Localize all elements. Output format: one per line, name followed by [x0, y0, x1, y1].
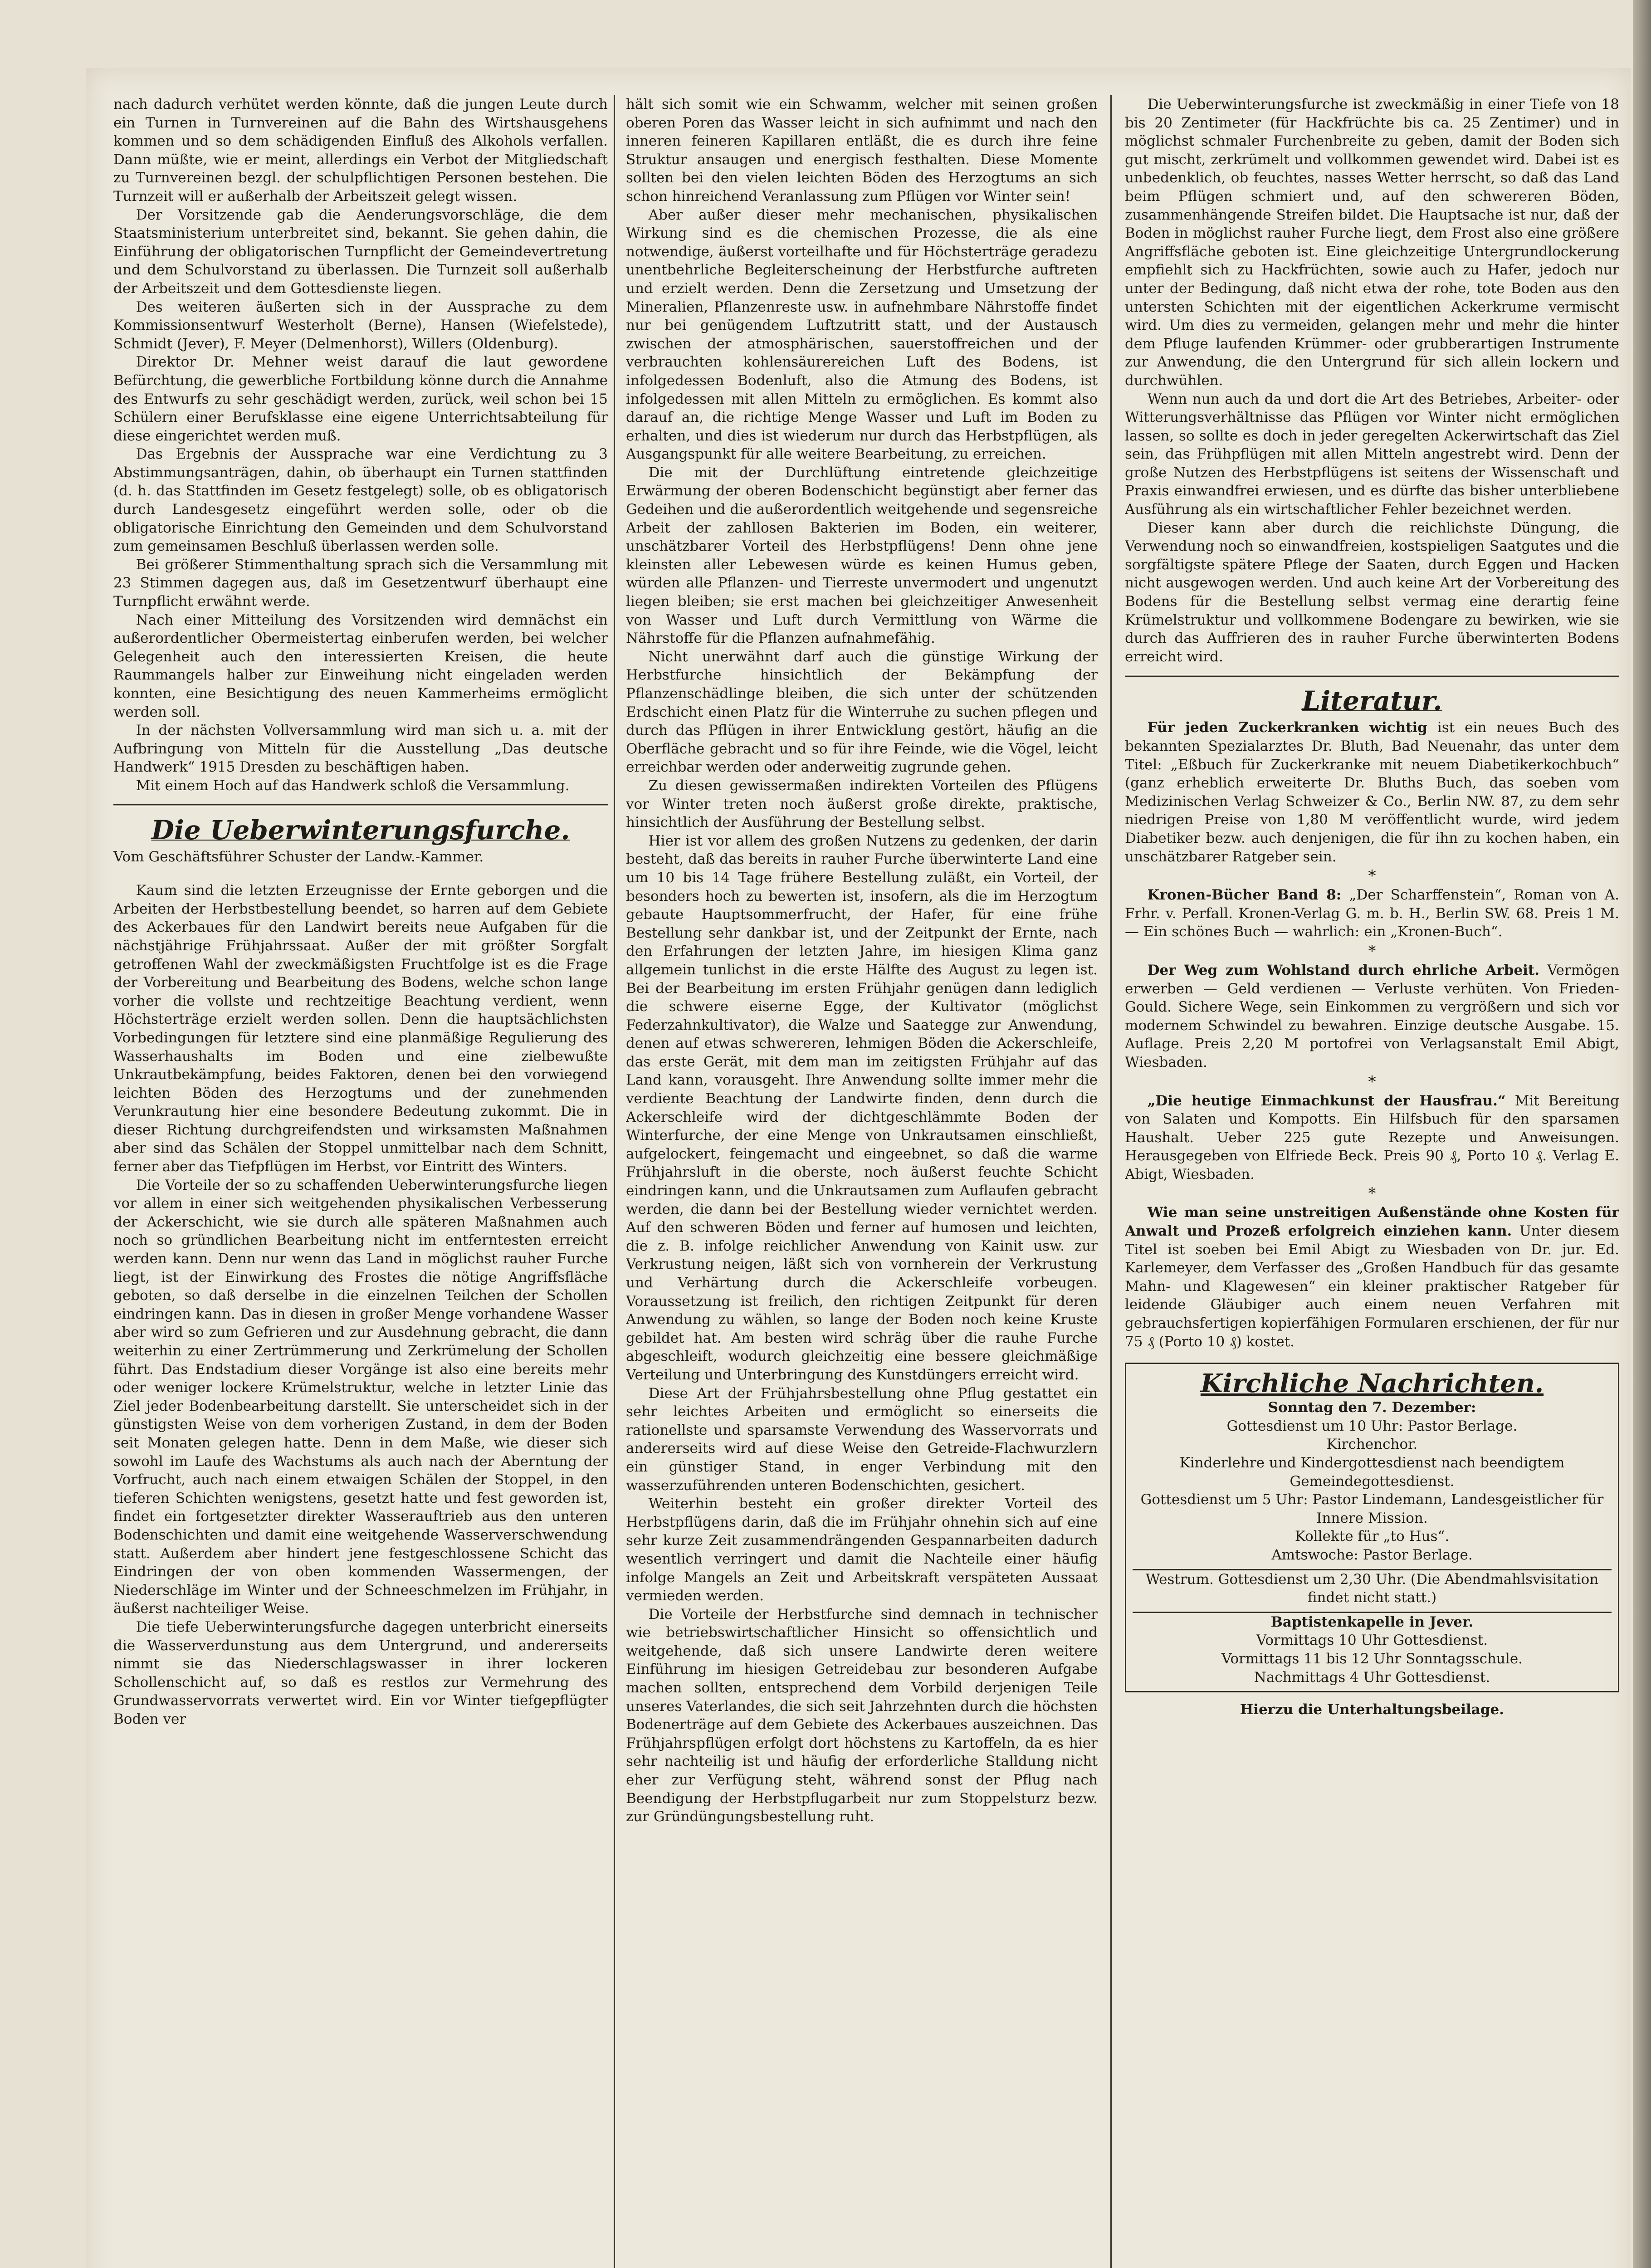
column-rule	[614, 95, 615, 2268]
binding-edge	[1633, 0, 1651, 2268]
church-line: Gottesdienst um 10 Uhr: Pastor Berlage.	[1226, 1418, 1518, 1434]
paragraph: Kaum sind die letzten Erzeugnisse der Ernte geborgen und die Arbeiten der Herbstbestellung beendet, so harren auf dem Gebiete des Ackerbaues für den Landwirt bereits neue Aufgaben für die nächstjährige Frühjahrssaat. Außer der mit größter Sorgfalt getroffenen Wahl der zweckmäßigsten Fruchtfolge ist es die Frage der Vorbereitung und Bearbeitung des Bodens, welche schon lange vorher die vollste und rechtzeitige Beachtung verdient, wenn Höchsterträge erzielt werden sollen. Denn die hauptsächlichsten Vorbedingungen für letztere sind eine planmäßige Regulierung des Wasserhaushalts im Boden und eine zielbewußte Unkrautbekämpfung, beides Faktoren, denen bei den vorwiegend leichten Böden des Herzogtums und der zunehmenden Verunkrautung hier eine besondere Bedeutung zukommt. Die in dieser Richtung durchgreifendsten und wirksamsten Maßnahmen aber sind das Schälen der Stoppel unmittelbar nach dem Schnitt, ferner aber das Tiefpflügen im Herbst, vor Eintritt des Winters.	[113, 882, 608, 1175]
column-middle	[626, 95, 1098, 2268]
supplement-note: Hierzu die Unterhaltungsbeilage.	[1240, 1701, 1504, 1718]
church-notices-box	[1125, 1363, 1619, 1692]
article-heading: Die Ueberwinterungsfurche.	[151, 814, 570, 846]
paragraph: Nicht unerwähnt darf auch die günstige Wirkung der Herbstfurche hinsichtlich der Bekämpfung der Pflanzenschädlinge bleiben, die sich unter der schützenden Erdschicht einen Platz für die Winterruhe zu suchen pflegen und durch das Pflügen in ihrer Entwicklung gestört, häufig an die Oberfläche gebracht und so für ihre Feinde, wie die Vögel, leicht erreichbar werden oder anderweitig zugrunde gehen.	[626, 648, 1098, 776]
separator-star: *	[1368, 1184, 1376, 1203]
paragraph: nach dadurch verhütet werden könnte, daß die jungen Leute durch ein Turnen in Turnvereinen auf die Bahn des Wirtshausgehens kommen und so dem schädigenden Einfluß des Alkohols verfallen. Dann müßte, wie er meint, allerdings ein Verbot der Mitgliedschaft zu Turnvereinen bezgl. der schulpflichtigen Personen bestehen. Die Turnzeit will er außerhalb der Arbeitszeit gelegt wissen.	[113, 96, 608, 205]
paragraph: Der Vorsitzende gab die Aenderungsvorschläge, die dem Staatsministerium unterbreitet sind, bekannt. Sie gehen dahin, die Einführung der obligatorischen Turnpflicht der Gemeindevertretung und dem Schulvorstand zu überlassen. Die Turnzeit soll außerhalb der Arbeitszeit und dem Gottesdienste liegen.	[113, 206, 608, 297]
paragraph: In der nächsten Vollversammlung wird man sich u. a. mit der Aufbringung von Mitteln für die Ausstellung „Das deutsche Handwerk“ 1915 Dresden zu beschäftigen haben.	[113, 722, 608, 776]
church-line: Amtswoche: Pastor Berlage.	[1271, 1546, 1473, 1563]
church-line: Gottesdienst um 5 Uhr: Pastor Lindemann, Landesgeistlicher für Innere Mission.	[1140, 1491, 1604, 1526]
literature-entry	[1125, 719, 1619, 866]
literature-heading: Literatur.	[1302, 685, 1442, 717]
entry-text: Mit Bereitung von Salaten und Kompotts. Ein Hilfsbuch für den sparsamen Haushalt. Ueber 225 gute Rezepte und Anweisungen. Herausgegeben von Elfriede Beck. Preis 90 ₰, Porto 10 ₰. Verlag E. Abigt, Wiesbaden.	[1125, 1092, 1619, 1183]
column-right	[1125, 95, 1619, 2268]
entry-text: Unter diesem Titel ist soeben bei Emil Abigt zu Wiesbaden von Dr. jur. Ed. Karlemeyer, dem Verfasser des „Großen Handbuch für das gesamte Mahn- und Klagewesen“ ein kleiner praktischer Ratgeber für leidende Gläubiger auch einem neuen Verfahren mit gebrauchsfertigen kopierfähigen Formularen erschienen, der für nur 75 ₰ (Porto 10 ₰) kostet.	[1125, 1223, 1619, 1350]
church-heading: Kirchliche Nachrichten.	[1200, 1369, 1544, 1399]
church-line: Westrum. Gottesdienst um 2,30 Uhr. (Die Abendmahlsvisitation findet nicht statt.)	[1145, 1571, 1599, 1606]
paragraph: Bei größerer Stimmenthaltung sprach sich die Versammlung mit 23 Stimmen dagegen aus, daß im Gesetzentwurf überhaupt eine Turnpflicht erwähnt werde.	[113, 556, 608, 610]
section-divider	[113, 804, 608, 806]
entry-lead: Wie man seine unstreitigen Außenstände ohne Kosten für Anwalt und Prozeß erfolgreich einziehen kann.	[1125, 1204, 1619, 1240]
entry-text: Vermögen erwerben — Geld verdienen — Verluste verhüten. Von Frieden-Gould. Sichere Wege, sein Einkommen zu vergrößern und sich vor modernem Schwindel zu bewahren. Einzige deutsche Ausgabe. 15. Auflage. Preis 2,20 M portofrei von Verlagsanstalt Emil Abigt, Wiesbaden.	[1125, 962, 1619, 1070]
literature-entry	[1125, 1092, 1619, 1184]
paragraph: Die mit der Durchlüftung eintretende gleichzeitige Erwärmung der oberen Bodenschicht begünstigt aber ferner das Gedeihen und die außerordentlich weitgehende und segensreiche Arbeit der zahllosen Bakterien im Boden, ein weiterer, unschätzbarer Vorteil des Herbstpflügens! Denn ohne jene kleinsten aller Lebewesen würde es keinen Humus geben, würden alle Pflanzen- und Tierreste unvermodert und ungenutzt liegen bleiben; sie erst machen bei gleichzeitiger Anwesenheit von Wasser und Luft durch Vermittlung von Wärme die Nährstoffe für die Pflanzen aufnahmefähig.	[626, 464, 1098, 647]
column-left	[113, 95, 608, 2268]
article-byline: Vom Geschäftsführer Schuster der Landw.-Kammer.	[113, 848, 484, 865]
paragraph: Hier ist vor allem des großen Nutzens zu gedenken, der darin besteht, daß das bereits in rauher Furche überwinterte Land eine um 10 bis 14 Tage frühere Bestellung zuläßt, ein Vorteil, der besonders hoch zu bewerten ist, insofern, als die im Herzogtum gebaute Hauptsommerfrucht, der Hafer, für eine frühe Bestellung sehr dankbar ist, und der Zeitpunkt der Ernte, nach den Erfahrungen der letzten Jahre, im hiesigen Klima ganz allgemein tunlichst in die erste Hälfte des August zu legen ist. Bei der Bearbeitung im ersten Frühjahr genügen dann lediglich die schwere eiserne Egge, der Kultivator (möglichst Federzahnkultivator), die Walze und Saategge zur Anwendung, denen auf etwas schwereren, lehmigen Böden die Ackerschleife, das erste Gerät, mit dem man im zeitigsten Frühjahr auf das Land kann, vorausgeht. Ihre Anwendung sollte immer mehr die verdiente Beachtung der Landwirte finden, denn durch die Ackerschleife wird der dichtgeschlämmte Boden der Winterfurche, der eine Menge von Unkrautsamen einschließt, aufgelockert, feingemacht und eingeebnet, so daß die warme Frühjahrsluft in die oberste, noch äußerst feuchte Schicht eindringen kann, und die Unkrautsamen zum Auflaufen gebracht werden, die dann bei der Bestellung wieder vernichtet werden. Auf den schweren Böden und ferner auf humosen und leichten, die z. B. infolge reichlicher Anwendung von Kainit usw. zur Verkrustung neigen, läßt sich von vornherein der Verkrustung und Verhärtung durch die Ackerschleife vorbeugen. Voraussetzung ist freilich, den richtigen Zeitpunkt für deren Anwendung zu wählen, so lange der Boden noch keine Kruste gebildet hat. Am besten wird schräg über die rauhe Furche abgeschleift, wodurch gleichzeitig eine bessere gleichmäßige Verteilung und Unterbringung des Kunstdüngers erreicht wird.	[626, 832, 1098, 1383]
church-line: Vormittags 11 bis 12 Uhr Sonntagsschule.	[1221, 1650, 1523, 1667]
paragraph: Des weiteren äußerten sich in der Aussprache zu dem Kommissionsentwurf Westerholt (Berne), Hansen (Wiefelstede), Schmidt (Jever), F. Meyer (Delmenhorst), Willers (Oldenburg).	[113, 298, 608, 352]
church-line: Baptistenkapelle in Jever.	[1270, 1613, 1474, 1630]
paragraph: Diese Art der Frühjahrsbestellung ohne Pflug gestattet ein sehr leichtes Arbeiten und ermöglicht so einerseits die rationellste und sparsamste Verwendung des Wasservorrats und andererseits wird auf diese Weise den Getreide-Flachwurzlern ein günstiger Stand, in enger Verbindung mit den wasserzuführenden unteren Bodenschichten, gesichert.	[626, 1385, 1098, 1494]
literature-entry	[1125, 961, 1619, 1072]
section-divider	[1125, 675, 1619, 677]
church-line: Nachmittags 4 Uhr Gottesdienst.	[1254, 1669, 1490, 1686]
church-line: Kirchenchor.	[1326, 1436, 1418, 1453]
separator-star: *	[1368, 867, 1376, 885]
paragraph: Das Ergebnis der Aussprache war eine Verdichtung zu 3 Abstimmungsanträgen, dahin, ob überhaupt ein Turnen stattfinden (d. h. das Stattfinden im Gesetz festgelegt) solle, ob es obligatorisch durch Landesgesetz eingeführt werden solle, oder ob die obligatorische Einrichtung den Gemeinden und dem Schulvorstand zum gemeinsamen Beschluß überlassen werden solle.	[113, 446, 608, 555]
newspaper-page	[86, 68, 1631, 2268]
paragraph: Die Vorteile der so zu schaffenden Ueberwinterungsfurche liegen vor allem in einer sich weitgehenden physikalischen Verbesserung der Ackerschicht, wie sie durch alle späteren Maßnahmen auch noch so gründlichen Bearbeitung nicht im entferntesten erreicht werden kann. Denn nur wenn das Land in möglichst rauher Furche liegt, ist der Einwirkung des Frostes die nötige Angriffsfläche geboten, so daß derselbe in die einzelnen Teilchen der Schollen eindringen kann. Das in diesen in großer Menge vorhandene Wasser aber wird so zum Gefrieren und zur Ausdehnung gebracht, die dann weiterhin zu einer Zertrümmerung und Zerkrümelung der Schollen führt. Das Endstadium dieser Vorgänge ist also eine bereits mehr oder weniger lockere Krümelstruktur, welche in letzter Linie das Ziel jeder Bodenbearbeitung darstellt. Sie unterscheidet sich in der günstigsten Weise von dem vorherigen Zustand, in dem der Boden seit Monaten gelegen hatte. Denn in dem Maße, wie dieser sich sowohl im Laufe des Wachstums als auch nach der Aberntung der Vorfrucht, auch nach einem etwaigen Schälen der Stoppel, in den tieferen Schichten wenigstens, gesetzt hatte und fest geworden ist, findet ein fortgesetzter direkter Wasserauftrieb aus den unteren Bodenschichten und damit eine weitgehende Wasserverschwendung statt. Außerdem aber hindert jene festgeschlossene Schicht das Eindringen der von oben kommenden Wassermengen, der Niederschläge im Winter und der Schneeschmelzen im Frühjahr, in äußerst nachteiliger Weise.	[113, 1177, 608, 1617]
church-line: Kinderlehre und Kindergottesdienst nach beendigtem Gemeindegottesdienst.	[1179, 1455, 1565, 1490]
paragraph: Zu diesen gewissermaßen indirekten Vorteilen des Pflügens vor Winter treten noch äußerst große direkte, praktische, hinsichtlich der Ausführung der Bestellung selbst.	[626, 777, 1098, 831]
separator-star: *	[1368, 1072, 1376, 1091]
paragraph: Aber außer dieser mehr mechanischen, physikalischen Wirkung sind es die chemischen Prozesse, die als eine notwendige, äußerst vorteilhafte und für Höchsterträge geradezu unentbehrliche Begleiterscheinung der Herbstfurche auftreten und erzielt werden. Denn die Zersetzung und Umsetzung der Mineralien, Pflanzenreste usw. in aufnehmbare Nährstoffe findet nur bei genügendem Luftzutritt statt, und der Austausch zwischen der atmosphärischen, sauerstoffreichen und der verbrauchten kohlensäurereichen Luft des Bodens, ist infolgedessen Bodenluft, also die Atmung des Bodens, ist infolgedessen mit allen Mitteln zu ermöglichen. Es kommt also darauf an, die richtige Menge Wasser und Luft im Boden zu erhalten, und dies ist wiederum nur durch das Herbstpflügen, als Ausgangspunkt für alle weitere Bearbeitung, zu erreichen.	[626, 206, 1098, 463]
church-line: Kollekte für „to Hus“.	[1294, 1528, 1450, 1545]
paragraph: Die Ueberwinterungsfurche ist zweckmäßig in einer Tiefe von 18 bis 20 Zentimeter (für Hackfrüchte bis ca. 25 Zentimer) und in möglichst schmaler Furchenbreite zu geben, damit der Boden sich gut mischt, zerkrümelt und vollkommen gewendet wird. Dabei ist es unbedenklich, ob feuchtes, nasses Wetter herrscht, so daß das Land beim Pflügen schmiert und, auf den schwereren Böden, zusammenhängende Streifen bildet. Die Hauptsache ist nur, daß der Boden in möglichst rauher Furche liegt, dem Frost also eine größere Angriffsfläche geboten ist. Eine gleichzeitige Untergrundlockerung empfiehlt sich zu Hackfrüchten, sowie auch zu Hafer, jedoch nur unter der Bedingung, daß nicht etwa der rohe, tote Boden aus den untersten Schichten mit der eigentlichen Ackerkrume vermischt wird. Um dies zu vermeiden, gelangen mehr und mehr die hinter dem Pfluge laufenden Krümmer- oder grubberartigen Instrumente zur Anwendung, die den Untergrund für sich allein lockern und durchwühlen.	[1125, 96, 1619, 389]
column-rule	[1110, 95, 1112, 2268]
entry-text: „Der Scharffenstein“, Roman von A. Frhr. v. Perfall. Kronen-Verlag G. m. b. H., Berlin SW. 68. Preis 1 M. — Ein schönes Buch — wahrlich: ein „Kronen-Buch“.	[1125, 887, 1619, 940]
entry-text: ist ein neues Buch des bekannten Spezialarztes Dr. Bluth, Bad Neuenahr, das unter dem Titel: „Eßbuch für Zuckerkranke mit neuem Diabetikerkochbuch“ (ganz erheblich erweiterte Dr. Bluths Buch, das soeben vom Medizinischen Verlag Schweizer & Co., Berlin NW. 87, zu dem sehr niedrigen Preise von 1,80 M veröffentlicht wurde, wird jedem Diabetiker bezw. auch denjenigen, die für ihn zu kochen haben, ein unschätzbarer Ratgeber sein.	[1125, 719, 1619, 865]
entry-lead: Für jeden Zuckerkranken wichtig	[1147, 719, 1427, 736]
paragraph: Wenn nun auch da und dort die Art des Betriebes, Arbeiter- oder Witterungsverhältnisse das Pflügen vor Winter nicht ermöglichen lassen, so sollte es doch in jeder geregelten Ackerwirtschaft das Ziel sein, das Frühpflügen mit allen Mitteln angestrebt wird. Denn der große Nutzen des Herbstpflügens ist seitens der Wissenschaft und Praxis einwandfrei erwiesen, und es dürfte das bisher unterbliebene Ausführung als ein wirtschaftlicher Fehler bezeichnet werden.	[1125, 391, 1619, 518]
entry-lead: „Die heutige Einmachkunst der Hausfrau.“	[1147, 1092, 1506, 1109]
paragraph: Die Vorteile der Herbstfurche sind demnach in technischer wie betriebswirtschaftlicher Hinsicht so offensichtlich und weitgehende, daß sich unsere Landwirte deren weitere Einführung im hiesigen Getreidebau zur besonderen Aufgabe machen sollten, entsprechend dem Vorbild derjenigen Teile unseres Vaterlandes, die sich seit Jahrzehnten durch die höchsten Bodenerträge auf dem Gebiete des Ackerbaues auszeichnen. Das Frühjahrspflügen erfolgt dort höchstens zu Kartoffeln, da es hier sehr nachteilig ist und häufig der erforderliche Stalldung nicht eher zur Verfügung steht, während sonst der Pflug nach Beendigung der Herbstpflugarbeit nur zum Stoppelsturz bezw. zur Gründüngungsbestellung ruht.	[626, 1606, 1098, 1825]
separator-star: *	[1368, 942, 1376, 960]
paragraph: Direktor Dr. Mehner weist darauf die laut gewordene Befürchtung, die gewerbliche Fortbildung könne durch die Annahme des Entwurfs zu sehr geschädigt werden, zurück, weil schon bei 15 Schülern einer Berufsklasse eine eigene Unterrichtsabteilung für diese eingerichtet werden muß.	[113, 354, 608, 444]
entry-lead: Kronen-Bücher Band 8:	[1147, 887, 1342, 904]
paragraph: Nach einer Mitteilung des Vorsitzenden wird demnächst ein außerordentlicher Obermeistertag einberufen werden, bei welcher Gelegenheit auch den interessierten Kreisen, die heute Raummangels halber zur Einweihung nicht eingeladen werden konnten, eine Besichtigung des neuen Kammerheims ermöglicht werden soll.	[113, 611, 608, 720]
literature-entry	[1125, 1203, 1619, 1351]
literature-entry	[1125, 886, 1619, 941]
paragraph: Die tiefe Ueberwinterungsfurche dagegen unterbricht einerseits die Wasserverdunstung aus dem Untergrund, und andererseits nimmt sie das Niederschlagswasser in ihrer lockeren Schollenschicht auf, so daß es restlos zur Vermehrung des Grundwasservorrats verwertet wird. Ein vor Winter tiefgepflügter Boden ver	[113, 1618, 608, 1727]
paragraph: Mit einem Hoch auf das Handwerk schloß die Versammlung.	[136, 777, 570, 794]
paragraph: Weiterhin besteht ein großer direkter Vorteil des Herbstpflügens darin, daß die im Frühjahr ohnehin sich auf eine sehr kurze Zeit zusammendrängenden Gespannarbeiten dadurch wesentlich verringert und damit die Nachteile einer häufig infolge Mangels an Zeit und Arbeitskraft verspäteten Aussaat vermieden werden.	[626, 1496, 1098, 1604]
paragraph: Dieser kann aber durch die reichlichste Düngung, die Verwendung noch so einwandfreien, kostspieligen Saatgutes und die sorgfältigste spätere Pflege der Saaten, durch Eggen und Hacken nicht ausgewogen werden. Und auch keine Art der Vorbereitung des Bodens für die Bestellung selbst vermag eine derartig feine Krümelstruktur und vollkommene Bodengare zu bewirken, wie sie durch das Auffrieren des in rauher Furche überwinterten Bodens erreicht wird.	[1125, 519, 1619, 665]
entry-lead: Der Weg zum Wohlstand durch ehrliche Arbeit.	[1147, 962, 1540, 978]
church-line: Vormittags 10 Uhr Gottesdienst.	[1256, 1632, 1488, 1649]
church-line: Sonntag den 7. Dezember:	[1268, 1399, 1476, 1416]
paragraph: hält sich somit wie ein Schwamm, welcher mit seinen großen oberen Poren das Wasser leicht in sich aufnimmt und nach den inneren feineren Kapillaren entläßt, die es durch ihre feine Struktur ansaugen und energisch festhalten. Diese Momente sollten bei den vielen leichten Böden des Herzogtums an sich schon hinreichend Veranlassung zum Pflügen vor Winter sein!	[626, 96, 1098, 205]
